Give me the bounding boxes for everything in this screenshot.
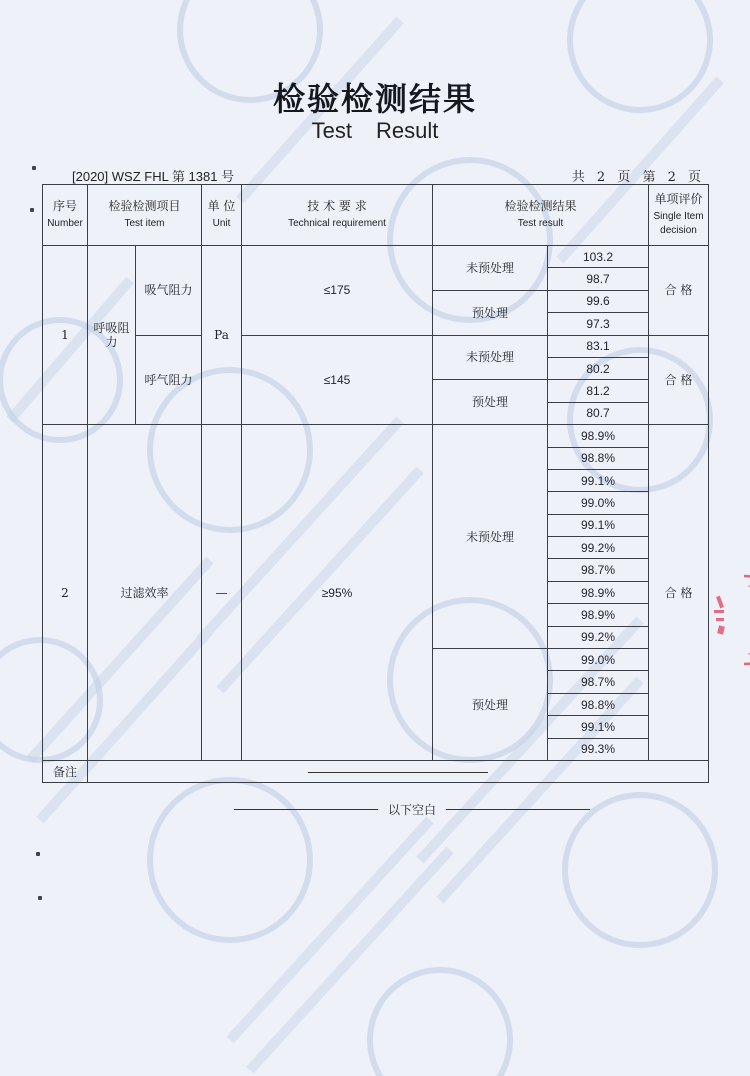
sub-item-name: 吸气阻力: [136, 246, 202, 336]
result-value: 98.8%: [548, 447, 649, 469]
row-item: 呼吸阻力: [88, 246, 136, 425]
divider: [446, 809, 590, 810]
decision: 合 格: [649, 335, 709, 425]
condition-label: 预处理: [433, 380, 548, 425]
sub-item-name: 呼气阻力: [136, 335, 202, 425]
condition-label: 预处理: [433, 290, 548, 335]
scan-dot: [32, 166, 36, 170]
row-number: 2: [43, 425, 88, 761]
seal-stamp: [704, 572, 750, 668]
page-info: 共 2 页 第 2 页: [571, 170, 702, 185]
table-row: [43, 246, 709, 268]
row-item: 过滤效率: [88, 425, 202, 761]
table-row: [43, 425, 709, 447]
result-value: 80.2: [548, 357, 649, 379]
condition-label: 预处理: [433, 649, 548, 761]
header-unit: 单 位 Unit: [202, 185, 242, 246]
result-value: 98.9%: [548, 604, 649, 626]
requirement: ≥95%: [242, 425, 433, 761]
remark-row: [43, 760, 709, 782]
condition-label: 未预处理: [433, 335, 548, 380]
row-unit: Pa: [202, 246, 242, 425]
report-number: [2020] WSZ FHL 第 1381 号: [72, 169, 235, 184]
row-unit: —: [202, 425, 242, 761]
requirement: ≤175: [242, 246, 433, 336]
remark-content: [88, 760, 709, 782]
result-value: 98.7%: [548, 559, 649, 581]
scan-dot: [36, 852, 40, 856]
decision: 合 格: [649, 246, 709, 336]
page-subtitle: Test Result: [311, 118, 439, 143]
result-value: 80.7: [548, 402, 649, 424]
header-decision: 单项评价 Single Item decision: [649, 185, 709, 246]
divider: [234, 809, 378, 810]
result-value: 97.3: [548, 313, 649, 335]
header-number: 序号 Number: [43, 185, 88, 246]
result-value: 103.2: [548, 246, 649, 268]
remark-blank-rule: [308, 771, 488, 773]
result-value: 98.8%: [548, 693, 649, 715]
result-value: 98.9%: [548, 581, 649, 603]
result-value: 99.1%: [548, 469, 649, 491]
result-value: 99.6: [548, 290, 649, 312]
header-result: 检验检测结果 Test result: [433, 185, 649, 246]
result-value: 99.3%: [548, 738, 649, 760]
table-row: [43, 335, 709, 357]
header-requirement: 技 术 要 求 Technical requirement: [242, 185, 433, 246]
result-value: 99.1%: [548, 716, 649, 738]
requirement: ≤145: [242, 335, 433, 425]
result-value: 83.1: [548, 335, 649, 357]
row-number: 1: [43, 246, 88, 425]
page-title: 检验检测结果: [272, 80, 477, 118]
remark-label: 备注: [43, 760, 88, 782]
result-value: 98.7%: [548, 671, 649, 693]
condition-label: 未预处理: [433, 246, 548, 291]
header-item: 检验检测项目 Test item: [88, 185, 202, 246]
result-value: 98.7: [548, 268, 649, 290]
result-value: 98.9%: [548, 425, 649, 447]
decision: 合 格: [649, 425, 709, 761]
result-value: 99.0%: [548, 649, 649, 671]
result-value: 99.1%: [548, 514, 649, 536]
result-value: 99.2%: [548, 537, 649, 559]
result-value: 99.0%: [548, 492, 649, 514]
blank-below-text: 以下空白: [388, 802, 437, 817]
table-header-row: [43, 185, 709, 246]
result-value: 99.2%: [548, 626, 649, 648]
scan-dot: [38, 896, 42, 900]
result-table: [42, 184, 709, 783]
end-of-report-marker: [234, 800, 590, 818]
condition-label: 未预处理: [433, 425, 548, 649]
scan-dot: [30, 208, 34, 212]
result-value: 81.2: [548, 380, 649, 402]
